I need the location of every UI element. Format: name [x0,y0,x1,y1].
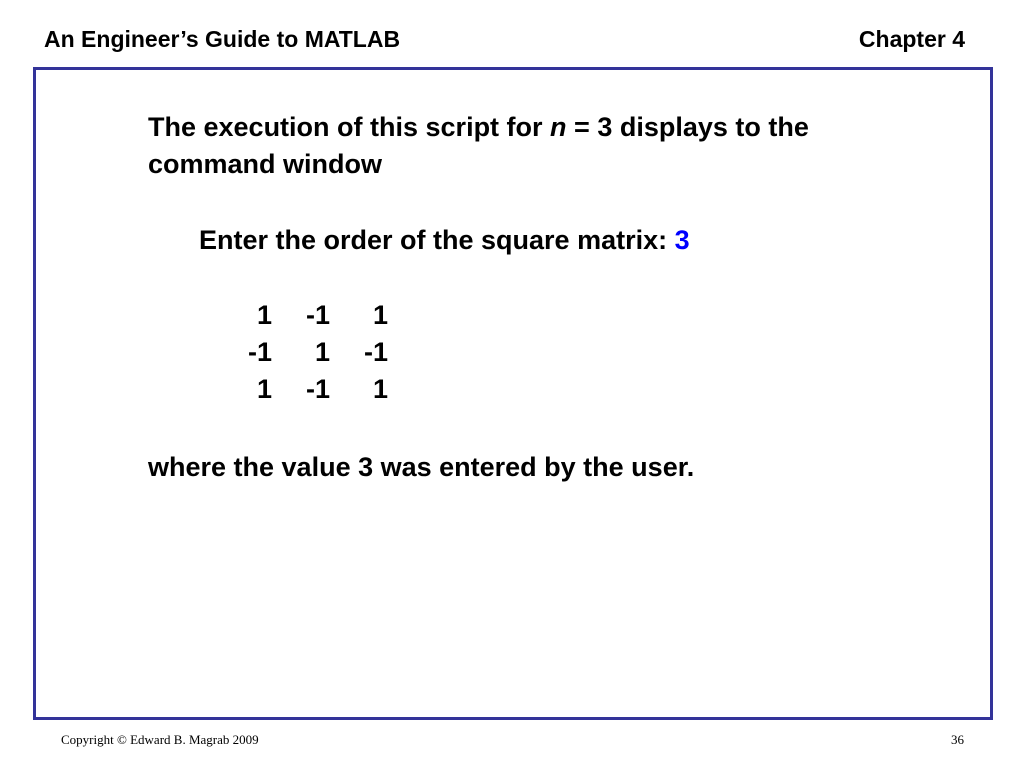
matrix-cell: 1 [314,337,330,367]
matrix-cell: 1 [256,374,272,404]
matrix-row [214,300,388,337]
matrix-cell: -1 [305,300,330,330]
matrix-cell: 1 [256,300,272,330]
intro-text-part1: The execution of this script for [148,112,551,142]
conclusion-text: where the value 3 was entered by the user. [148,452,695,482]
matrix-cell: 1 [372,300,388,330]
chapter-label: Chapter 4 [858,26,965,52]
matrix-cell: -1 [363,337,388,367]
matrix-cell: -1 [305,374,330,404]
matrix-row [214,374,388,411]
matrix-cell: 1 [372,374,388,404]
intro-line-2: command window [148,149,383,179]
command-prompt [199,225,690,256]
slide-title: An Engineer’s Guide to MATLAB [44,26,401,52]
matrix-output [214,300,388,411]
intro-text-part2: = 3 displays to the [566,112,809,142]
intro-variable: n [550,112,567,142]
user-input-value: 3 [674,225,690,255]
intro-line-1 [148,112,809,143]
matrix-cell: -1 [247,337,272,367]
matrix-row [214,337,388,374]
copyright-notice: Copyright © Edward B. Magrab 2009 [61,732,259,747]
page-number: 36 [951,732,964,747]
prompt-text: Enter the order of the square matrix: [199,225,675,255]
